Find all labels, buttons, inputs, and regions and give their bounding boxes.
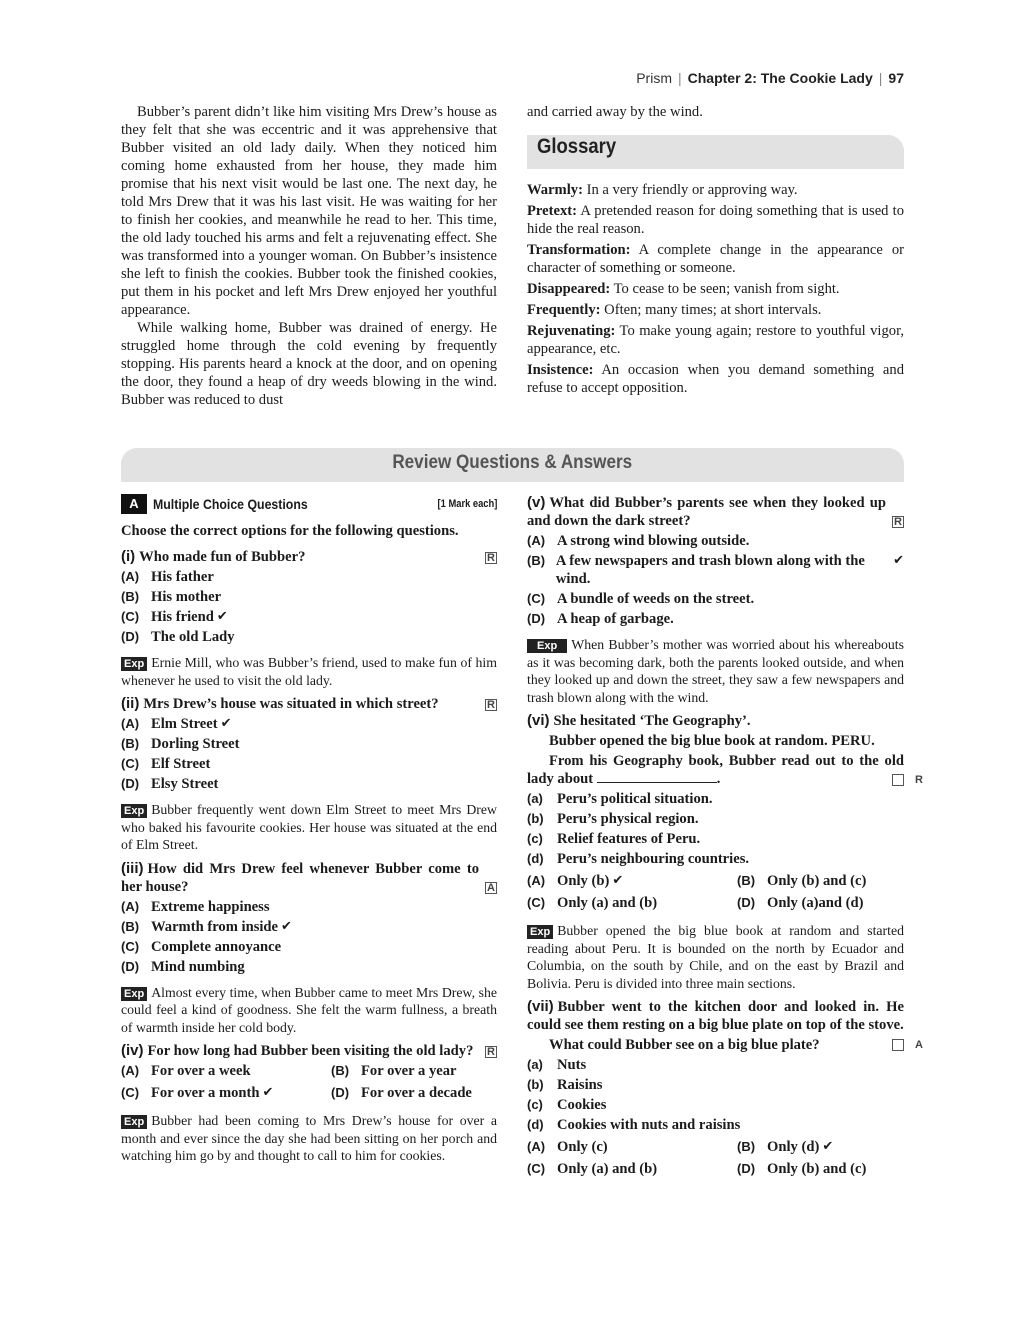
questions-right-column <box>527 494 923 1180</box>
answer-option[interactable] <box>737 894 904 912</box>
question-text: (v) What did Bubber’s parents see when they looked up and down the dark street? R <box>527 494 904 530</box>
correct-check-icon: ✔ <box>612 873 624 888</box>
sub-option <box>527 790 904 808</box>
glossary-list <box>527 181 904 397</box>
answer-option[interactable] <box>121 755 497 773</box>
option-label: (B) <box>527 553 546 568</box>
sub-option-text: Cookies <box>557 1097 607 1113</box>
answer-option[interactable] <box>331 1084 498 1102</box>
option-label: (B) <box>737 1139 756 1154</box>
answer-option[interactable] <box>527 532 904 550</box>
explanation-text: Bubber had been coming to Mrs Drew’s house for over a month and ever since the day she had been sitting on her porch and watching him go by and thought to call to him for cookies. <box>121 1113 497 1163</box>
sub-option-label: (a) <box>527 1057 543 1072</box>
story-paragraph-continued: and carried away by the wind. <box>527 104 703 120</box>
question-line: From his Geography book, Bubber read out to the old lady about . R <box>527 753 923 787</box>
glossary-term: Warmly: <box>527 182 583 198</box>
option-text: Only (b) and (c) <box>767 873 867 889</box>
answer-option[interactable] <box>527 1160 737 1178</box>
glossary-definition: A pretended reason for doing something that is used to hide the real reason. <box>527 203 904 237</box>
glossary-item <box>527 202 904 238</box>
answer-option[interactable] <box>121 1062 331 1080</box>
glossary-definition: In a very friendly or approving way. <box>582 182 798 198</box>
question-block <box>527 494 904 706</box>
option-label: (B) <box>121 736 140 751</box>
question-text: (i) Who made fun of Bubber? R <box>121 548 497 566</box>
sub-option-label: (c) <box>527 1097 543 1112</box>
question-type-icon: R <box>485 699 497 711</box>
option-text: The old Lady <box>151 629 235 645</box>
question-type-icon: R <box>485 1046 497 1058</box>
glossary-item <box>527 280 904 298</box>
answer-option[interactable] <box>121 775 497 793</box>
story-column <box>121 103 497 409</box>
answer-option[interactable] <box>121 735 497 753</box>
story-paragraph-2: While walking home, Bubber was drained of energy. He struggled home through the cold evening by frequently stopping. His parents heard a knock at the door, and on opening the door, they found a heap of dry weeds blowing in the wind. Bubber was reduced to dust <box>121 320 497 408</box>
option-label: (D) <box>737 1161 756 1176</box>
page-number: 97 <box>888 70 904 86</box>
explanation <box>121 801 497 854</box>
chapter-title: Chapter 2: The Cookie Lady <box>687 70 873 86</box>
answer-option[interactable] <box>737 872 904 890</box>
glossary-definition: A complete change in the appearance or character of something or someone. <box>527 242 904 276</box>
sub-option <box>527 1076 904 1094</box>
sub-option-label: (d) <box>527 851 544 866</box>
question-q4 <box>121 1042 497 1165</box>
option-text: Dorling Street <box>151 736 240 752</box>
option-text: For over a week <box>151 1063 251 1079</box>
question-text: (iii) How did Mrs Drew feel whenever Bubber come to her house? A <box>121 860 497 896</box>
glossary-item <box>527 241 904 277</box>
question-type-icon: A <box>485 882 497 894</box>
option-label: (D) <box>527 611 546 626</box>
answer-option[interactable] <box>527 872 737 890</box>
question-type-icon: R <box>892 516 904 528</box>
sub-option <box>527 1116 904 1134</box>
option-label: (A) <box>121 569 140 584</box>
answer-option[interactable] <box>121 588 497 606</box>
options-grid <box>527 1136 904 1180</box>
correct-check-icon: ✔ <box>220 716 232 731</box>
sub-option <box>527 810 904 828</box>
explanation-text: Bubber opened the big blue book at random and started reading about Peru. It is bounded on the north by Ecuador and Columbia, on the south by Chile, and on the east by Brazil and Bolivia. Peru is divided into three main sections. <box>527 923 904 991</box>
question-text: (iv) For how long had Bubber been visiting the old lady? R <box>121 1042 497 1060</box>
sub-option-label: (a) <box>527 791 543 806</box>
option-label: (B) <box>737 873 756 888</box>
glossary-item <box>527 322 904 358</box>
correct-check-icon: ✔ <box>216 609 228 624</box>
sub-option-text: Nuts <box>557 1057 587 1073</box>
sub-option-text: Peru’s physical region. <box>557 811 699 827</box>
option-label: (C) <box>527 1161 546 1176</box>
option-label: (D) <box>121 958 140 974</box>
section-badge: A <box>121 494 147 514</box>
option-text: Elm Street <box>151 716 218 732</box>
glossary-term: Disappeared: <box>527 281 611 297</box>
answer-option[interactable] <box>121 628 497 646</box>
option-label: (B) <box>121 918 140 934</box>
glossary-term: Insistence: <box>527 362 594 378</box>
option-text: For over a month <box>151 1085 260 1101</box>
answer-option[interactable] <box>121 918 497 936</box>
answer-option[interactable] <box>737 1160 904 1178</box>
answer-option[interactable] <box>121 1084 331 1102</box>
questions-left-column <box>121 494 497 1171</box>
sub-option-text: Raisins <box>557 1077 603 1093</box>
answer-option[interactable] <box>121 608 497 626</box>
answer-option[interactable] <box>121 958 497 976</box>
sub-option-text: Relief features of Peru. <box>557 831 701 847</box>
option-label: (C) <box>527 895 546 910</box>
explanation <box>121 1112 497 1165</box>
answer-blank <box>597 770 717 783</box>
question-q2 <box>121 695 497 854</box>
question-text: (vi) She hesitated ‘The Geography’. <box>527 712 751 729</box>
question-number: (v) <box>527 494 546 511</box>
option-label: (B) <box>331 1063 350 1078</box>
glossary-heading: Glossary <box>527 135 904 169</box>
exp-badge: Exp <box>527 639 567 653</box>
question-q6 <box>527 712 923 992</box>
page-header: Prism | Chapter 2: The Cookie Lady | 97 <box>636 70 904 86</box>
explanation-text: Ernie Mill, who was Bubber’s friend, used to make fun of him whenever he used to visit the old lady. <box>121 655 497 688</box>
option-label: (C) <box>527 591 546 606</box>
glossary-definition: To cease to be seen; vanish from sight. <box>610 281 840 297</box>
options-grid <box>527 870 904 914</box>
option-text: Warmth from inside <box>151 918 279 935</box>
option-text: His mother <box>151 589 222 605</box>
answer-option[interactable] <box>737 1138 904 1156</box>
option-text: Only (a)and (d) <box>767 895 864 911</box>
answer-option[interactable] <box>121 898 497 916</box>
sub-option-text: Cookies with nuts and raisins <box>557 1117 741 1133</box>
option-label: (C) <box>121 938 140 954</box>
sub-option-label: (c) <box>527 831 543 846</box>
question-number: (iii) <box>121 859 144 877</box>
glossary-term: Pretext: <box>527 203 577 219</box>
explanation-text: Bubber frequently went down Elm Street to meet Mrs Drew who baked his favourite cookies. Her house was situated at the end of Elm Street. <box>121 802 497 852</box>
review-heading: Review Questions & Answers <box>121 448 904 482</box>
question-block <box>121 1042 497 1165</box>
section-title: Multiple Choice Questions <box>153 496 308 512</box>
exp-badge: Exp <box>121 657 147 671</box>
explanation-text: When Bubber’s mother was worried about his whereabouts as it was becoming dark, both the parents looked outside, and when they looked up and down the street, they saw a few newspapers and trash blown along with the wind. <box>527 637 904 705</box>
section-marks: [1 Mark each] <box>437 498 497 510</box>
question-number: (ii) <box>121 695 140 712</box>
instruction: Choose the correct options for the following questions. <box>121 523 459 539</box>
sub-option-label: (d) <box>527 1117 544 1132</box>
explanation-text: Almost every time, when Bubber came to meet Mrs Drew, she could feel a kind of goodness. She felt the warm fullness, a breath of warmth inside her cold body. <box>121 984 497 1035</box>
question-q7 <box>527 998 923 1180</box>
option-text: A bundle of weeds on the street. <box>557 591 755 607</box>
correct-check-icon: ✔ <box>281 918 292 934</box>
explanation <box>527 636 904 706</box>
option-label: (D) <box>121 776 140 791</box>
glossary-term: Rejuvenating: <box>527 323 616 339</box>
answer-option[interactable] <box>527 590 904 608</box>
option-text: His father <box>151 569 214 585</box>
option-label: (C) <box>121 1085 140 1100</box>
question-q5 <box>527 494 904 706</box>
option-text: Elf Street <box>151 756 211 772</box>
option-text: Only (b) <box>557 873 610 889</box>
story-paragraph-1: Bubber’s parent didn’t like him visiting Mrs Drew’s house as they felt that she was eccentric and it was apprehensive that Bubber visited an old lady daily. When they noticed him coming home exhausted from her house, they made him promise that his next visit would be last one. The next day, he told Mrs Drew that it was his last visit. He was waiting for her to finish her cookies, and meanwhile he read to her. This time, the old lady touched his arms and felt a rejuvenating effect. She was transformed into a younger woman. On Bubber’s insistence she left to finish the cookies. Bubber took the finished cookies, put them in his pocket and left Mrs Drew enjoyed her youthful appearance. <box>121 104 497 318</box>
option-label: (A) <box>121 898 140 914</box>
options-grid <box>121 1060 497 1104</box>
answer-option[interactable] <box>121 715 497 733</box>
option-text: Only (a) and (b) <box>557 895 658 911</box>
exp-badge: Exp <box>121 804 147 818</box>
option-text: A few newspapers and trash blown along with the wind. <box>555 553 865 587</box>
answer-option[interactable] <box>527 610 904 628</box>
glossary-term: Frequently: <box>527 302 601 318</box>
question-line: Bubber opened the big blue book at random. PERU. <box>549 733 875 749</box>
question-number: (i) <box>121 548 136 565</box>
book-name: Prism <box>636 70 672 86</box>
sub-option-label: (b) <box>527 1077 544 1092</box>
explanation <box>527 922 904 992</box>
option-text: Complete annoyance <box>151 938 282 955</box>
option-label: (C) <box>121 609 140 624</box>
option-label: (D) <box>737 895 756 910</box>
question-q3 <box>121 860 497 1037</box>
sub-option <box>527 830 904 848</box>
option-label: (A) <box>527 533 546 548</box>
option-label: (A) <box>121 1063 140 1078</box>
question-text: (vii) Bubber went to the kitchen door and looked in. He could see them resting on a big blue plate on top of the stove. <box>527 998 904 1033</box>
option-text: Only (a) and (b) <box>557 1161 658 1177</box>
option-text: Mind numbing <box>151 958 245 975</box>
question-text: (ii) Mrs Drew’s house was situated in which street? R <box>121 695 497 713</box>
correct-check-icon: ✔ <box>822 1139 834 1154</box>
question-number: (vii) <box>527 998 554 1015</box>
option-text: His friend <box>151 609 214 625</box>
option-text: Extreme happiness <box>151 898 270 915</box>
question-block <box>121 860 497 1037</box>
option-label: (D) <box>331 1085 350 1100</box>
option-label: (B) <box>121 589 140 604</box>
section-header <box>121 494 497 514</box>
explanation <box>121 654 497 689</box>
glossary-definition: An occasion when you demand something and refuse to accept opposition. <box>527 362 904 396</box>
question-type-icon: R <box>892 774 904 786</box>
sub-option-text: Peru’s neighbouring countries. <box>557 851 750 867</box>
option-text: Only (d) <box>767 1139 820 1155</box>
glossary-term: Transformation: <box>527 242 631 258</box>
question-q1 <box>121 548 497 689</box>
option-label: (A) <box>527 873 546 888</box>
question-block <box>527 998 923 1180</box>
correct-check-icon: ✔ <box>893 553 904 568</box>
answer-option[interactable] <box>527 894 737 912</box>
question-number: (vi) <box>527 712 550 729</box>
answer-option[interactable] <box>121 938 497 956</box>
option-text: Only (b) and (c) <box>767 1161 867 1177</box>
glossary-item <box>527 301 904 319</box>
question-type-icon: R <box>485 552 497 564</box>
option-text: Elsy Street <box>151 776 219 792</box>
glossary-definition: Often; many times; at short intervals. <box>600 302 822 318</box>
option-label: (D) <box>121 629 140 644</box>
option-text: For over a decade <box>361 1085 472 1101</box>
glossary-item <box>527 361 904 397</box>
question-block <box>121 548 497 689</box>
question-line-text: From his Geography book, Bubber read out to the old lady about <box>527 753 904 787</box>
question-type-icon: A <box>892 1039 904 1051</box>
exp-badge: Exp <box>527 925 553 939</box>
option-text: A heap of garbage. <box>557 611 674 627</box>
sub-option <box>527 850 904 868</box>
exp-badge: Exp <box>121 987 147 1001</box>
option-label: (A) <box>527 1139 546 1154</box>
answer-option[interactable] <box>527 552 904 588</box>
glossary-definition: To make young again; restore to youthful vigor, appearance, etc. <box>527 323 904 357</box>
answer-option[interactable] <box>527 1138 737 1156</box>
explanation <box>121 984 497 1037</box>
option-text: Only (c) <box>557 1139 608 1155</box>
sub-option-label: (b) <box>527 811 544 826</box>
answer-option[interactable] <box>121 568 497 586</box>
option-text: For over a year <box>361 1063 457 1079</box>
answer-option[interactable] <box>331 1062 498 1080</box>
correct-check-icon: ✔ <box>262 1085 274 1100</box>
glossary-item <box>527 181 904 199</box>
option-label: (A) <box>121 716 140 731</box>
question-number: (iv) <box>121 1042 144 1059</box>
option-label: (C) <box>121 756 140 771</box>
option-text: A strong wind blowing outside. <box>557 533 750 549</box>
sub-option <box>527 1096 904 1114</box>
glossary-column <box>527 103 904 400</box>
exp-badge: Exp <box>121 1115 147 1129</box>
question-block <box>527 712 923 992</box>
question-block <box>121 695 497 854</box>
sub-option <box>527 1056 904 1074</box>
question-line: What could Bubber see on a big blue plate? A <box>549 1037 923 1053</box>
sub-option-text: Peru’s political situation. <box>557 791 713 807</box>
